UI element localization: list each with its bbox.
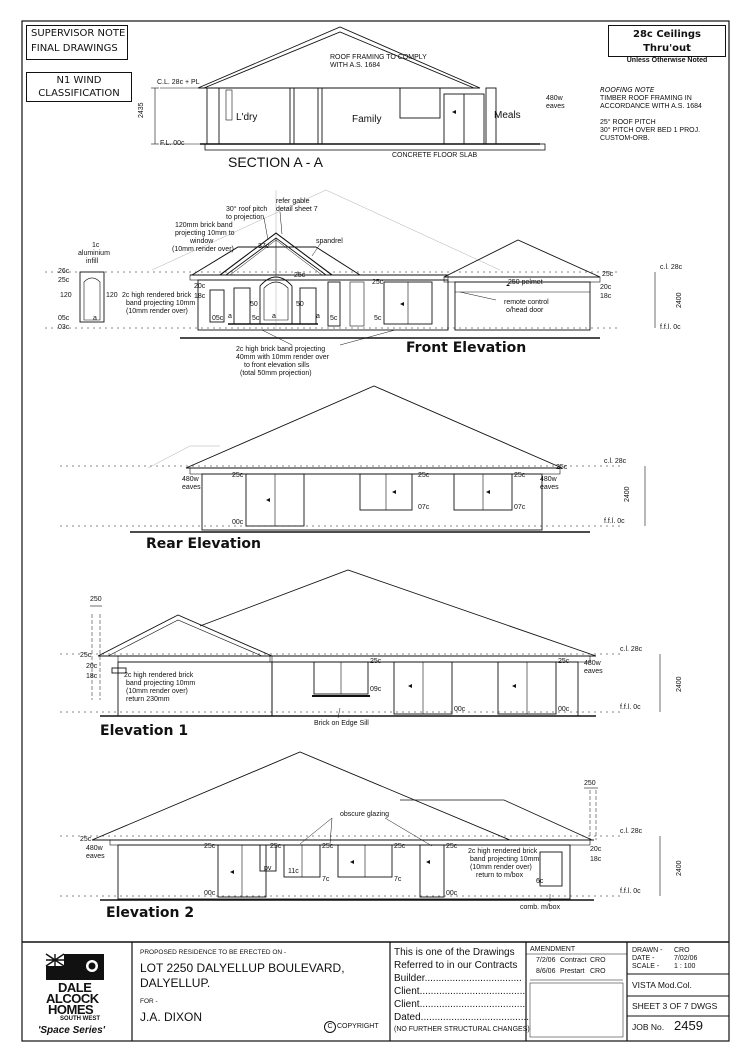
front-mark-20r: 20c: [600, 284, 612, 291]
section-eaves-2: eaves: [546, 103, 565, 110]
elev2-mark-pv: pv: [264, 865, 272, 872]
rear-mark-25d: 25c: [556, 464, 568, 471]
lot-line-1: LOT 2250 DALYELLUP BOULEVARD,: [140, 961, 345, 975]
front-rendered-note-3: (10mm render over): [126, 308, 188, 315]
elev2-obscure-note: obscure glazing: [340, 811, 390, 818]
ceilings-subtitle: Unless Otherwise Noted: [626, 57, 708, 64]
rear-height-dim: 2400: [624, 486, 631, 502]
front-pitch-note-2: to projection: [226, 214, 265, 221]
room-laundry: L'dry: [236, 112, 258, 123]
date-label: DATE -: [632, 955, 655, 962]
logo-line-2: ALCOCK: [46, 991, 99, 1006]
proposed-label: PROPOSED RESIDENCE TO BE ERECTED ON -: [140, 949, 287, 956]
amend-2-by: CRO: [590, 968, 606, 975]
final-drawings: FINAL DRAWINGS: [31, 43, 118, 54]
elev2-note-2: band projecting 10mm: [470, 856, 540, 863]
front-mark-25d: 25c: [602, 271, 614, 278]
elev2-mark-20: 20c: [590, 846, 602, 853]
elev2-note-3: (10mm render over): [470, 864, 532, 871]
elev1-mark-25c: 25c: [558, 658, 570, 665]
front-mark-25-centre: 25c: [294, 272, 306, 279]
elev1-height-dim: 2400: [676, 676, 683, 692]
model-name: VISTA Mod.Col.: [632, 980, 692, 990]
roofing-note-line-4: 25° ROOF PITCH: [600, 119, 656, 126]
room-meals: Meals: [494, 110, 521, 121]
front-gable-note-2: detail sheet 7: [276, 206, 318, 213]
section-height-dim: 2435: [138, 102, 145, 118]
contract-line-7: (NO FURTHER STRUCTURAL CHANGES): [394, 1026, 530, 1033]
front-alum-note-2: aluminium: [78, 250, 110, 257]
rear-eaves-right-2: eaves: [540, 484, 559, 491]
elev2-ffl-level: f.f.l. 0c: [620, 888, 641, 895]
lot-line-2: DALYELLUP.: [140, 976, 211, 990]
elev1-note-2: band projecting 10mm: [126, 680, 196, 687]
elev2-mark-25c: 25c: [270, 843, 282, 850]
front-mark-5a: 5c: [252, 315, 260, 322]
copyright-symbol: C: [324, 1021, 336, 1033]
elev2-note-1: 2c high rendered brick: [468, 848, 538, 855]
front-bottom-note-1: 2c high brick band projecting: [236, 346, 326, 353]
amend-1-by: CRO: [590, 957, 606, 964]
wind-classification-box: [26, 72, 132, 102]
elev1-ffl-level: f.f.l. 0c: [620, 704, 641, 711]
elev2-meter-note: comb. m/box: [520, 904, 561, 911]
front-bottom-note-2: 40mm with 10mm render over: [236, 354, 329, 361]
copyright-label: COPYRIGHT: [337, 1023, 379, 1030]
elev2-mark-00a: 00c: [204, 890, 216, 897]
scale-label: SCALE -: [632, 963, 660, 970]
logo-series: 'Space Series': [38, 1025, 106, 1036]
elev2-mark-00b: 00c: [446, 890, 458, 897]
elev2-eaves-1: 480w: [86, 845, 103, 852]
rear-cl-level: c.l. 28c: [604, 458, 627, 465]
front-mark-50b: 50: [296, 301, 304, 308]
wind-line-1: N1 WIND: [56, 75, 102, 86]
concrete-slab-label: CONCRETE FLOOR SLAB: [392, 152, 478, 159]
front-mark-25r: 25c: [372, 279, 384, 286]
rear-eaves-left-1: 480w: [182, 476, 199, 483]
ceilings-box: [608, 25, 726, 64]
front-mark-a1: a: [93, 315, 97, 322]
elev1-mark-18: 18c: [86, 673, 98, 680]
client-name: J.A. DIXON: [140, 1010, 203, 1024]
elev2-cl-level: c.l. 28c: [620, 828, 643, 835]
elev2-dim-250: 250: [584, 780, 596, 787]
front-alum-note-3: infill: [86, 258, 99, 265]
elev2-mark-11: 11c: [288, 868, 299, 875]
drawn-value: CRO: [674, 947, 690, 954]
rear-eaves-right-1: 480w: [540, 476, 557, 483]
front-alum-note-1: 1c: [92, 242, 100, 249]
front-mark-05: 05c: [58, 315, 70, 322]
front-spandrel-note: spandrel: [316, 238, 343, 245]
front-elevation-title: Front Elevation: [406, 340, 527, 356]
front-mark-5c: 5c: [374, 315, 382, 322]
rear-mark-25b: 25c: [418, 472, 430, 479]
ceiling-level-label: C.L. 28c + PL: [157, 79, 200, 86]
elev1-eaves-2: eaves: [584, 668, 603, 675]
elev1-note-1: 2c high rendered brick: [124, 672, 194, 679]
elev2-mark-25f: 25c: [446, 843, 458, 850]
front-mark-25: 25c: [58, 277, 70, 284]
front-mark-120a: 120: [60, 292, 72, 299]
flag-logo: [46, 954, 104, 980]
contract-line-1: This is one of the Drawings: [394, 947, 515, 958]
section-eaves-1: 480w: [546, 95, 563, 102]
elev2-mark-7a: 7c: [322, 876, 330, 883]
for-label: FOR -: [140, 998, 158, 1005]
job-number: 2459: [674, 1018, 703, 1033]
front-bottom-note-4: (total 50mm projection): [240, 370, 312, 377]
contract-line-6: Dated.......................................: [394, 1012, 530, 1023]
front-bottom-note-3: to front elevation sills: [244, 362, 310, 369]
rear-elevation-title: Rear Elevation: [146, 536, 262, 552]
front-gable-note-1: refer gable: [276, 198, 310, 205]
front-mark-18r: 18c: [600, 293, 612, 300]
elev1-mark-09: 09c: [370, 686, 382, 693]
room-family: Family: [352, 114, 382, 125]
roofing-note-line-2: ACCORDANCE WITH A.S. 1684: [600, 103, 702, 110]
front-mark-26: 26c: [58, 268, 70, 275]
roofing-note-line-1: TIMBER ROOF FRAMING IN: [600, 95, 692, 102]
front-cl-level: c.l. 28c: [660, 264, 683, 271]
rear-mark-07b: 07c: [514, 504, 526, 511]
elev2-mark-25e: 25c: [394, 843, 406, 850]
elev1-note-4: return 230mm: [126, 696, 170, 703]
contract-line-5: Client......................................: [394, 999, 526, 1010]
rear-eaves-left-2: eaves: [182, 484, 201, 491]
date-value: 7/02/06: [674, 955, 698, 962]
front-mark-a3: a: [272, 313, 276, 320]
front-band-note-2: projecting 10mm to: [175, 230, 235, 237]
roofing-note-title: ROOFING NOTE: [600, 86, 655, 94]
contract-line-2: Referred to in our Contracts: [394, 960, 518, 971]
front-band-note-3: window: [190, 238, 214, 245]
front-ffl-level: f.f.l. 0c: [660, 324, 681, 331]
logo-line-1: DALE: [58, 980, 92, 995]
front-mark-05b: 05c: [212, 315, 224, 322]
elev2-mark-25a: 25c: [80, 836, 92, 843]
amend-1-date: 7/2/06: [536, 957, 556, 964]
front-mark-a4: a: [316, 313, 320, 320]
front-mark-120b: 120: [106, 292, 118, 299]
amend-2-desc: Prestart: [560, 968, 585, 975]
rear-mark-25a: 25c: [232, 472, 244, 479]
front-mark-5b: 5c: [330, 315, 338, 322]
front-mark-03: 03c: [58, 324, 70, 331]
sheet-number: SHEET 3 OF 7 DWGS: [632, 1001, 718, 1011]
rear-mark-00: 00c: [232, 519, 244, 526]
front-pelmet-note: 250 pelmet: [508, 279, 543, 286]
roof-framing-note-1: ROOF FRAMING TO COMPLY: [330, 54, 427, 61]
elevation-2-drawing: [60, 752, 660, 902]
front-remote-note-2: o/head door: [506, 307, 544, 314]
rear-mark-25c: 25c: [514, 472, 526, 479]
front-remote-note-1: remote control: [504, 299, 549, 306]
contract-line-3: Builder...................................: [394, 973, 522, 984]
elev1-mark-25b: 25c: [370, 658, 382, 665]
logo-region: SOUTH WEST: [60, 1016, 100, 1022]
rear-mark-07a: 07c: [418, 504, 430, 511]
front-mark-20: 20c: [194, 283, 206, 290]
elevation-1-title: Elevation 1: [100, 723, 189, 739]
wind-line-2: CLASSIFICATION: [38, 88, 120, 99]
floor-level-label: F.L. 00c: [160, 140, 185, 147]
rear-elevation-drawing: [60, 386, 645, 532]
elev1-mark-00a: 00c: [454, 706, 466, 713]
rear-ffl-level: f.f.l. 0c: [604, 518, 625, 525]
elev1-mark-25a: 25c: [80, 652, 92, 659]
elev2-mark-25b: 25c: [204, 843, 216, 850]
elev1-eaves-1: 480w: [584, 660, 601, 667]
ceilings-title: 28c Ceilings Thru'out: [633, 29, 701, 54]
elev1-cl-level: c.l. 28c: [620, 646, 643, 653]
front-elevation-drawing: [45, 190, 655, 345]
supervisor-note: SUPERVISOR NOTE: [31, 28, 126, 39]
amend-2-date: 8/6/06: [536, 968, 556, 975]
elev2-note-4: return to m/box: [476, 872, 524, 879]
front-band-note-4: (10mm render over): [172, 246, 234, 253]
logo-line-3: HOMES: [48, 1002, 94, 1017]
front-rendered-note-1: 2c high rendered brick: [122, 292, 192, 299]
elev2-eaves-2: eaves: [86, 853, 105, 860]
elev2-mark-18: 18c: [590, 856, 602, 863]
elev1-mark-00b: 00c: [558, 706, 570, 713]
contract-line-4: Client......................................: [394, 986, 526, 997]
roofing-note-line-6: CUSTOM-ORB.: [600, 135, 650, 142]
drawn-label: DRAWN -: [632, 947, 663, 954]
section-title: SECTION A - A: [228, 154, 323, 170]
elev2-mark-6: 6c: [536, 878, 544, 885]
job-label: JOB No.: [632, 1022, 665, 1032]
amend-1-desc: Contract: [560, 957, 587, 964]
front-mark-a2: a: [228, 313, 232, 320]
supervisor-note-box: [26, 25, 128, 60]
front-band-note-1: 120mm brick band: [175, 222, 233, 229]
elev1-dim-250: 250: [90, 596, 102, 603]
roof-framing-note-2: WITH A.S. 1684: [330, 62, 381, 69]
roofing-note-line-5: 30° PITCH OVER BED 1 PROJ.: [600, 127, 701, 134]
elev2-mark-25d: 25c: [322, 843, 334, 850]
scale-value: 1 : 100: [674, 963, 696, 970]
front-mark-50a: 50: [250, 301, 258, 308]
elev2-mark-7b: 7c: [394, 876, 402, 883]
elevation-2-title: Elevation 2: [106, 905, 195, 921]
elev1-note-3: (10mm render over): [126, 688, 188, 695]
amendment-title: AMENDMENT: [530, 946, 576, 953]
front-height-dim: 2400: [676, 292, 683, 308]
section-aa-drawing: [151, 27, 545, 150]
elev1-mark-20: 20c: [86, 663, 98, 670]
front-pitch-note-1: 30° roof pitch: [226, 206, 268, 213]
front-mark-37: 37c: [258, 243, 270, 250]
front-rendered-note-2: band projecting 10mm: [126, 300, 196, 307]
elev2-height-dim: 2400: [676, 860, 683, 876]
elev1-sill-note: Brick on Edge Sill: [314, 720, 369, 727]
front-mark-18: 18c: [194, 293, 206, 300]
